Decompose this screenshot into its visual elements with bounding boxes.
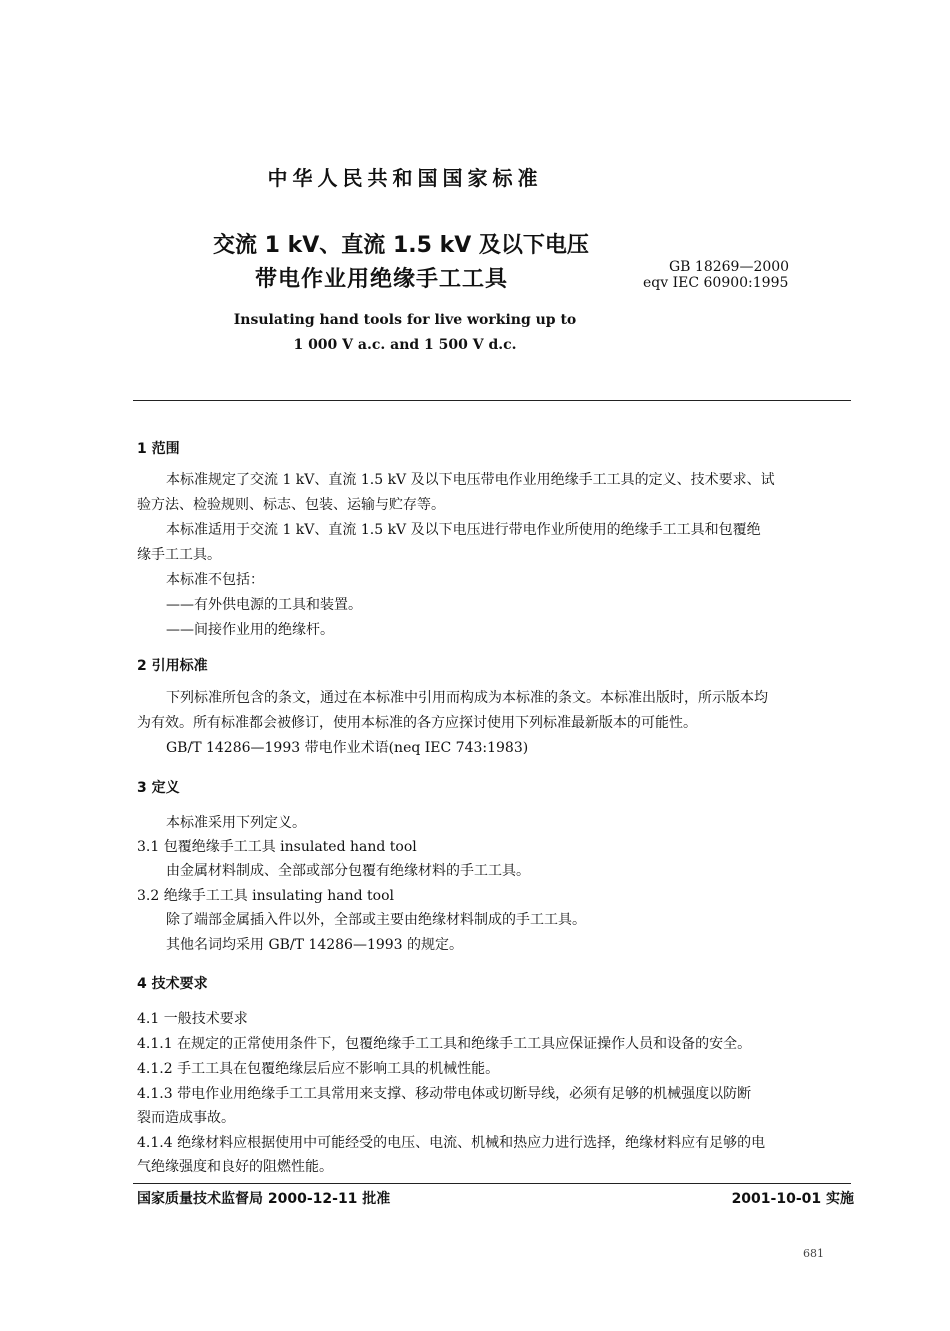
issuing-authority-heading: 中华人民共和国国家标准	[267, 166, 543, 190]
english-title-line1: Insulating hand tools for live working up to	[233, 312, 577, 328]
requirement-line: 4.1.1 在规定的正常使用条件下，包覆绝缘手工工具和绝缘手工工具应保证操作人员和设备的安全。	[137, 1036, 752, 1052]
standard-code: GB 18269—2000	[669, 259, 790, 275]
definition-title: 3.2 绝缘手工工具 insulating hand tool	[137, 888, 394, 904]
equivalence-code: eqv IEC 60900:1995	[643, 275, 789, 291]
header-divider	[133, 400, 851, 401]
standard-title-line1: 交流 1 kV、直流 1.5 kV 及以下电压	[213, 233, 589, 258]
english-title-line2: 1 000 V a.c. and 1 500 V d.c.	[293, 337, 517, 353]
requirement-line: 4.1.2 手工工具在包覆绝缘层后应不影响工具的机械性能。	[137, 1061, 500, 1077]
reference-entry: GB/T 14286—1993 带电作业术语(neq IEC 743:1983)	[166, 740, 529, 756]
paragraph-line: 其他名词均采用 GB/T 14286—1993 的规定。	[166, 937, 464, 953]
standard-title-line2: 带电作业用绝缘手工工具	[255, 267, 509, 292]
list-item: ——间接作业用的绝缘杆。	[166, 622, 334, 638]
effective-date: 2001-10-01 实施	[731, 1191, 854, 1207]
requirement-line: 裂而造成事故。	[137, 1110, 235, 1126]
paragraph-line: 本标准不包括：	[166, 572, 264, 588]
list-item: ——有外供电源的工具和装置。	[166, 597, 362, 613]
approval-date: 国家质量技术监督局 2000-12-11 批准	[137, 1191, 391, 1207]
section-heading-definitions: 3 定义	[137, 780, 180, 796]
definition-body: 除了端部金属插入件以外，全部或主要由绝缘材料制成的手工工具。	[166, 912, 586, 928]
subsection-heading: 4.1 一般技术要求	[137, 1011, 248, 1027]
paragraph-line: 本标准规定了交流 1 kV、直流 1.5 kV 及以下电压带电作业用绝缘手工工具的定义、技术要求、试	[166, 472, 775, 488]
section-heading-scope: 1 范围	[137, 441, 180, 457]
requirement-line: 4.1.3 带电作业用绝缘手工工具常用来支撑、移动带电体或切断导线，必须有足够的机械强度以防断	[137, 1086, 752, 1102]
paragraph-line: 下列标准所包含的条文，通过在本标准中引用而构成为本标准的条文。本标准出版时，所示版本均	[166, 690, 768, 706]
section-heading-requirements: 4 技术要求	[137, 976, 208, 992]
paragraph-line: 验方法、检验规则、标志、包装、运输与贮存等。	[137, 497, 445, 513]
paragraph-line: 本标准采用下列定义。	[166, 815, 306, 831]
paragraph-line: 本标准适用于交流 1 kV、直流 1.5 kV 及以下电压进行带电作业所使用的绝缘手工工具和包覆绝	[166, 522, 761, 538]
paragraph-line: 缘手工工具。	[137, 547, 221, 563]
definition-title: 3.1 包覆绝缘手工工具 insulated hand tool	[137, 839, 417, 855]
page-number: 681	[803, 1247, 824, 1260]
requirement-line: 4.1.4 绝缘材料应根据使用中可能经受的电压、电流、机械和热应力进行选择，绝缘材料应有足够的电	[137, 1135, 766, 1151]
definition-body: 由金属材料制成、全部或部分包覆有绝缘材料的手工工具。	[166, 863, 530, 879]
footer-divider	[133, 1183, 851, 1184]
paragraph-line: 为有效。所有标准都会被修订，使用本标准的各方应探讨使用下列标准最新版本的可能性。	[137, 715, 697, 731]
requirement-line: 气绝缘强度和良好的阻燃性能。	[137, 1159, 333, 1175]
section-heading-references: 2 引用标准	[137, 658, 208, 674]
